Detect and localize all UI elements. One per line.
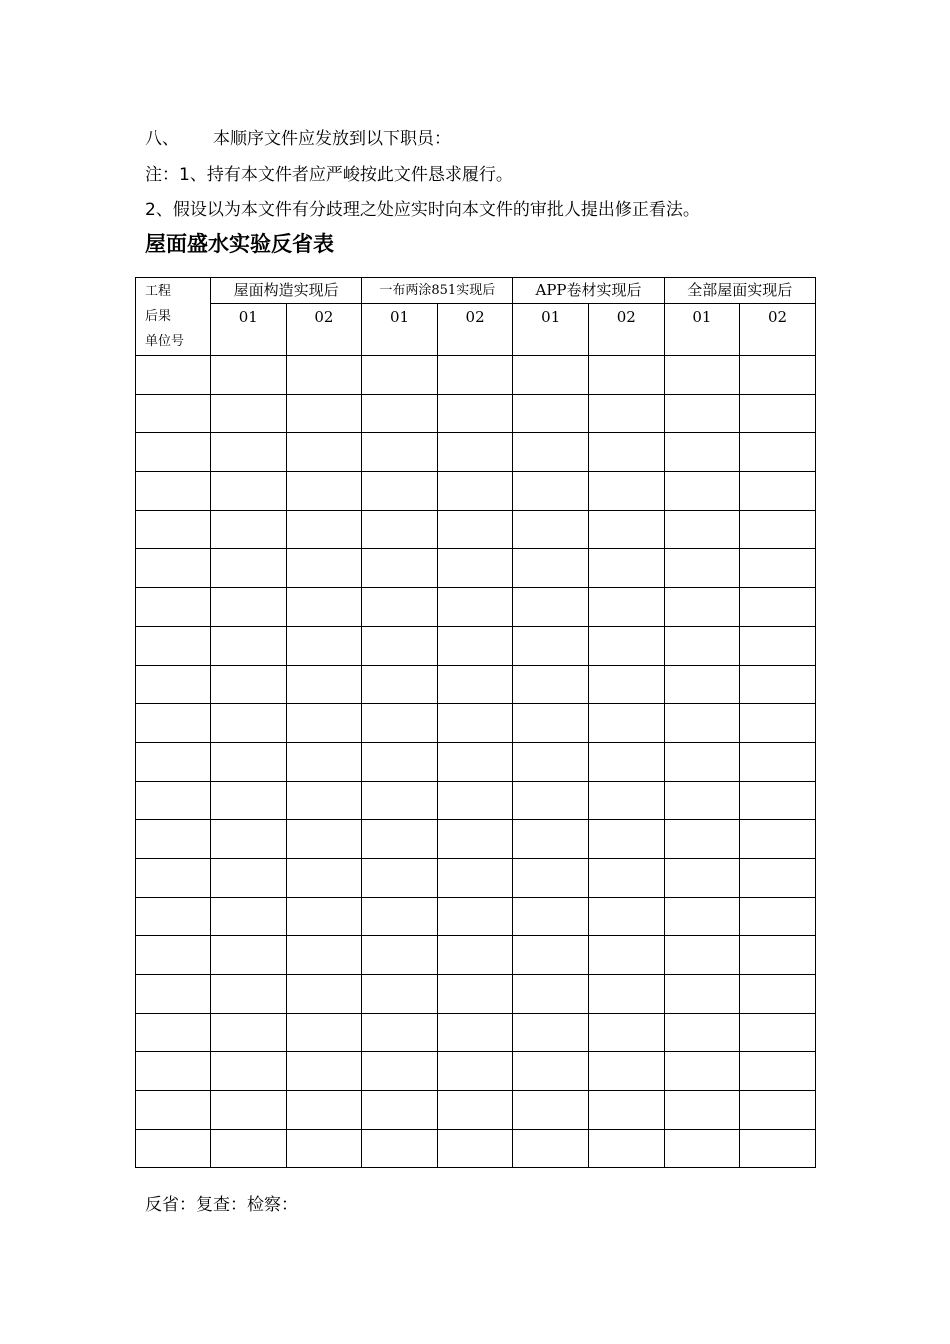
- table-cell: [740, 858, 816, 897]
- table-cell: [664, 936, 740, 975]
- table-cell: [136, 820, 211, 859]
- table-cell: [589, 626, 665, 665]
- table-cell: [362, 549, 438, 588]
- table-row: [136, 665, 816, 704]
- table-cell: [664, 1052, 740, 1091]
- table-cell: [513, 1013, 589, 1052]
- table-cell: [664, 1091, 740, 1130]
- table-header-row-columns: [136, 304, 816, 356]
- table-cell: [589, 356, 665, 395]
- table-row: [136, 510, 816, 549]
- table-cell: [136, 897, 211, 936]
- table-cell: [211, 665, 287, 704]
- table-cell: [589, 820, 665, 859]
- table-cell: [664, 1013, 740, 1052]
- table-cell: [286, 588, 362, 627]
- table-cell: [664, 510, 740, 549]
- table-cell: [136, 472, 211, 511]
- corner-label: 单位号: [145, 334, 185, 349]
- table-cell: [286, 858, 362, 897]
- table-cell: [286, 510, 362, 549]
- table-cell: [136, 1052, 211, 1091]
- table-cell: [286, 1052, 362, 1091]
- table-row: [136, 472, 816, 511]
- table-row: [136, 820, 816, 859]
- table-cell: [362, 820, 438, 859]
- table-cell: [211, 394, 287, 433]
- table-cell: [437, 472, 513, 511]
- table-cell: [589, 1091, 665, 1130]
- table-cell: [740, 1129, 816, 1168]
- table-cell: [211, 472, 287, 511]
- table-cell: [136, 356, 211, 395]
- table-row: [136, 781, 816, 820]
- table-cell: [513, 665, 589, 704]
- table-cell: [136, 433, 211, 472]
- table-cell: [437, 858, 513, 897]
- column-header-cell: 01: [664, 304, 740, 356]
- table-cell: [362, 665, 438, 704]
- table-cell: [589, 742, 665, 781]
- group-header-cell: 全部屋面实现后: [664, 278, 815, 304]
- table-cell: [740, 665, 816, 704]
- table-row: [136, 394, 816, 433]
- table-cell: [589, 472, 665, 511]
- table-cell: [513, 704, 589, 743]
- table-cell: [664, 704, 740, 743]
- table-cell: [211, 433, 287, 472]
- table-cell: [589, 1013, 665, 1052]
- table-cell: [211, 897, 287, 936]
- table-cell: [589, 588, 665, 627]
- table-cell: [362, 936, 438, 975]
- table-cell: [513, 936, 589, 975]
- table-cell: [664, 626, 740, 665]
- table-row: [136, 549, 816, 588]
- table-row: [136, 433, 816, 472]
- table-cell: [664, 394, 740, 433]
- table-cell: [740, 1052, 816, 1091]
- table-cell: [513, 472, 589, 511]
- table-cell: [136, 1091, 211, 1130]
- column-header-cell: 02: [589, 304, 665, 356]
- column-header-cell: 01: [211, 304, 287, 356]
- table-cell: [740, 510, 816, 549]
- table-cell: [589, 975, 665, 1014]
- table-cell: [286, 1091, 362, 1130]
- table-row: [136, 742, 816, 781]
- table-row: [136, 1052, 816, 1091]
- table-cell: [136, 936, 211, 975]
- table-cell: [136, 1129, 211, 1168]
- table-cell: [513, 510, 589, 549]
- table-cell: [589, 781, 665, 820]
- section-heading: [145, 124, 451, 149]
- table-cell: [740, 936, 816, 975]
- table-cell: [589, 510, 665, 549]
- section-number: 八、: [145, 129, 179, 149]
- table-row: [136, 1129, 816, 1168]
- table-row: [136, 1013, 816, 1052]
- note-line-2: 2、假设以为本文件有分歧理之处应实时向本文件的审批人提出修正看法。: [145, 200, 700, 220]
- table-cell: [513, 1052, 589, 1091]
- table-cell: [589, 936, 665, 975]
- table-cell: [362, 1052, 438, 1091]
- table-cell: [362, 742, 438, 781]
- table-cell: [362, 897, 438, 936]
- table-header-row-groups: [136, 278, 816, 304]
- table-cell: [136, 704, 211, 743]
- table-cell: [211, 781, 287, 820]
- table-cell: [740, 588, 816, 627]
- table-cell: [437, 704, 513, 743]
- table-cell: [664, 665, 740, 704]
- table-cell: [286, 1013, 362, 1052]
- table-row: [136, 626, 816, 665]
- table-cell: [437, 433, 513, 472]
- table-cell: [211, 742, 287, 781]
- table-cell: [136, 665, 211, 704]
- table-cell: [362, 1091, 438, 1130]
- table-cell: [211, 356, 287, 395]
- table-cell: [286, 897, 362, 936]
- table-cell: [589, 433, 665, 472]
- footer-signoff: 反省：复查：检察：: [145, 1195, 298, 1215]
- table-row: [136, 356, 816, 395]
- table-cell: [211, 820, 287, 859]
- table-cell: [513, 975, 589, 1014]
- table-row: [136, 704, 816, 743]
- table-cell: [136, 858, 211, 897]
- table-cell: [286, 394, 362, 433]
- table-cell: [589, 1052, 665, 1091]
- table-cell: [437, 1129, 513, 1168]
- table-cell: [362, 1013, 438, 1052]
- note-line-1: 注：1、持有本文件者应严峻按此文件恳求履行。: [145, 165, 513, 185]
- table-cell: [286, 975, 362, 1014]
- column-header-cell: 01: [513, 304, 589, 356]
- table-cell: [286, 433, 362, 472]
- table-cell: [211, 858, 287, 897]
- table-cell: [513, 820, 589, 859]
- table-cell: [513, 781, 589, 820]
- table-cell: [437, 936, 513, 975]
- table-cell: [211, 1013, 287, 1052]
- table-cell: [513, 394, 589, 433]
- table-cell: [740, 781, 816, 820]
- table-cell: [136, 588, 211, 627]
- table-cell: [589, 1129, 665, 1168]
- inspection-table: [135, 277, 816, 1168]
- table-cell: [664, 356, 740, 395]
- table-cell: [740, 1091, 816, 1130]
- table-cell: [740, 1013, 816, 1052]
- table-cell: [664, 588, 740, 627]
- table-cell: [211, 1129, 287, 1168]
- table-cell: [589, 394, 665, 433]
- table-cell: [286, 356, 362, 395]
- table-cell: [664, 975, 740, 1014]
- corner-label: 后果: [145, 309, 172, 324]
- table-cell: [589, 858, 665, 897]
- table-cell: [362, 1129, 438, 1168]
- table-cell: [286, 472, 362, 511]
- document-title: 屋面盛水实验反省表: [145, 232, 334, 256]
- section-text: 本顺序文件应发放到以下职员：: [213, 129, 451, 149]
- table-cell: [740, 742, 816, 781]
- table-cell: [740, 549, 816, 588]
- table-cell: [286, 626, 362, 665]
- table-cell: [211, 936, 287, 975]
- table-cell: [513, 1129, 589, 1168]
- table-cell: [136, 394, 211, 433]
- table-cell: [437, 1091, 513, 1130]
- table-cell: [664, 897, 740, 936]
- table-cell: [437, 1013, 513, 1052]
- table-cell: [437, 742, 513, 781]
- table-cell: [664, 781, 740, 820]
- table-cell: [211, 510, 287, 549]
- table-cell: [211, 1091, 287, 1130]
- table-cell: [513, 588, 589, 627]
- table-cell: [362, 781, 438, 820]
- column-header-cell: 02: [286, 304, 362, 356]
- table-cell: [589, 897, 665, 936]
- table-cell: [362, 472, 438, 511]
- table-cell: [664, 820, 740, 859]
- table-cell: [286, 549, 362, 588]
- table-cell: [589, 704, 665, 743]
- table-cell: [513, 1091, 589, 1130]
- table-cell: [513, 433, 589, 472]
- table-cell: [136, 510, 211, 549]
- table-row: [136, 588, 816, 627]
- table-row: [136, 897, 816, 936]
- table-cell: [437, 1052, 513, 1091]
- table-cell: [740, 433, 816, 472]
- table-cell: [513, 742, 589, 781]
- table-cell: [513, 897, 589, 936]
- table-cell: [664, 858, 740, 897]
- table-cell: [740, 704, 816, 743]
- table-cell: [362, 394, 438, 433]
- table-cell: [589, 665, 665, 704]
- table-cell: [437, 588, 513, 627]
- group-header-cell: APP卷材实现后: [513, 278, 664, 304]
- table-cell: [362, 433, 438, 472]
- table-cell: [437, 549, 513, 588]
- table-cell: [437, 665, 513, 704]
- table-cell: [136, 975, 211, 1014]
- table-cell: [437, 781, 513, 820]
- column-header-cell: 02: [740, 304, 816, 356]
- table-cell: [740, 394, 816, 433]
- table-cell: [286, 820, 362, 859]
- table-cell: [740, 356, 816, 395]
- table-cell: [437, 626, 513, 665]
- table-cell: [513, 356, 589, 395]
- table-cell: [286, 665, 362, 704]
- table-cell: [136, 742, 211, 781]
- table-cell: [136, 626, 211, 665]
- table-cell: [437, 975, 513, 1014]
- table-cell: [437, 510, 513, 549]
- table-cell: [362, 704, 438, 743]
- table-cell: [740, 472, 816, 511]
- table-row: [136, 975, 816, 1014]
- table-cell: [437, 394, 513, 433]
- table-cell: [286, 704, 362, 743]
- table-cell: [362, 975, 438, 1014]
- table-cell: [211, 588, 287, 627]
- table-cell: [211, 549, 287, 588]
- table-cell: [437, 356, 513, 395]
- table-cell: [362, 356, 438, 395]
- table-cell: [664, 433, 740, 472]
- table-cell: [740, 820, 816, 859]
- table-cell: [286, 781, 362, 820]
- group-header-cell: 一布两涂851实现后: [362, 278, 513, 304]
- group-header-cell: 屋面构造实现后: [211, 278, 362, 304]
- table-row: [136, 1091, 816, 1130]
- table-cell: [740, 897, 816, 936]
- table-cell: [136, 1013, 211, 1052]
- table-cell: [362, 858, 438, 897]
- table-cell: [362, 588, 438, 627]
- corner-label: 工程: [145, 284, 172, 299]
- table-cell: [362, 510, 438, 549]
- table-cell: [286, 1129, 362, 1168]
- table-cell: [437, 820, 513, 859]
- table-cell: [211, 704, 287, 743]
- table-cell: [589, 549, 665, 588]
- table-cell: [362, 626, 438, 665]
- table-cell: [437, 897, 513, 936]
- table-cell: [513, 858, 589, 897]
- table-cell: [740, 975, 816, 1014]
- table-cell: [664, 742, 740, 781]
- table-cell: [286, 936, 362, 975]
- table-cell: [664, 549, 740, 588]
- table-cell: [513, 549, 589, 588]
- table-row: [136, 858, 816, 897]
- table-cell: [136, 781, 211, 820]
- column-header-cell: 02: [437, 304, 513, 356]
- table-cell: [286, 742, 362, 781]
- table-cell: [664, 472, 740, 511]
- table-cell: [740, 626, 816, 665]
- table-cell: [211, 975, 287, 1014]
- table-row: [136, 936, 816, 975]
- table-cell: [211, 626, 287, 665]
- table-cell: [664, 1129, 740, 1168]
- table-cell: [211, 1052, 287, 1091]
- table-cell: [513, 626, 589, 665]
- table-cell: [136, 549, 211, 588]
- column-header-cell: 01: [362, 304, 438, 356]
- header-corner-cell: [136, 278, 211, 356]
